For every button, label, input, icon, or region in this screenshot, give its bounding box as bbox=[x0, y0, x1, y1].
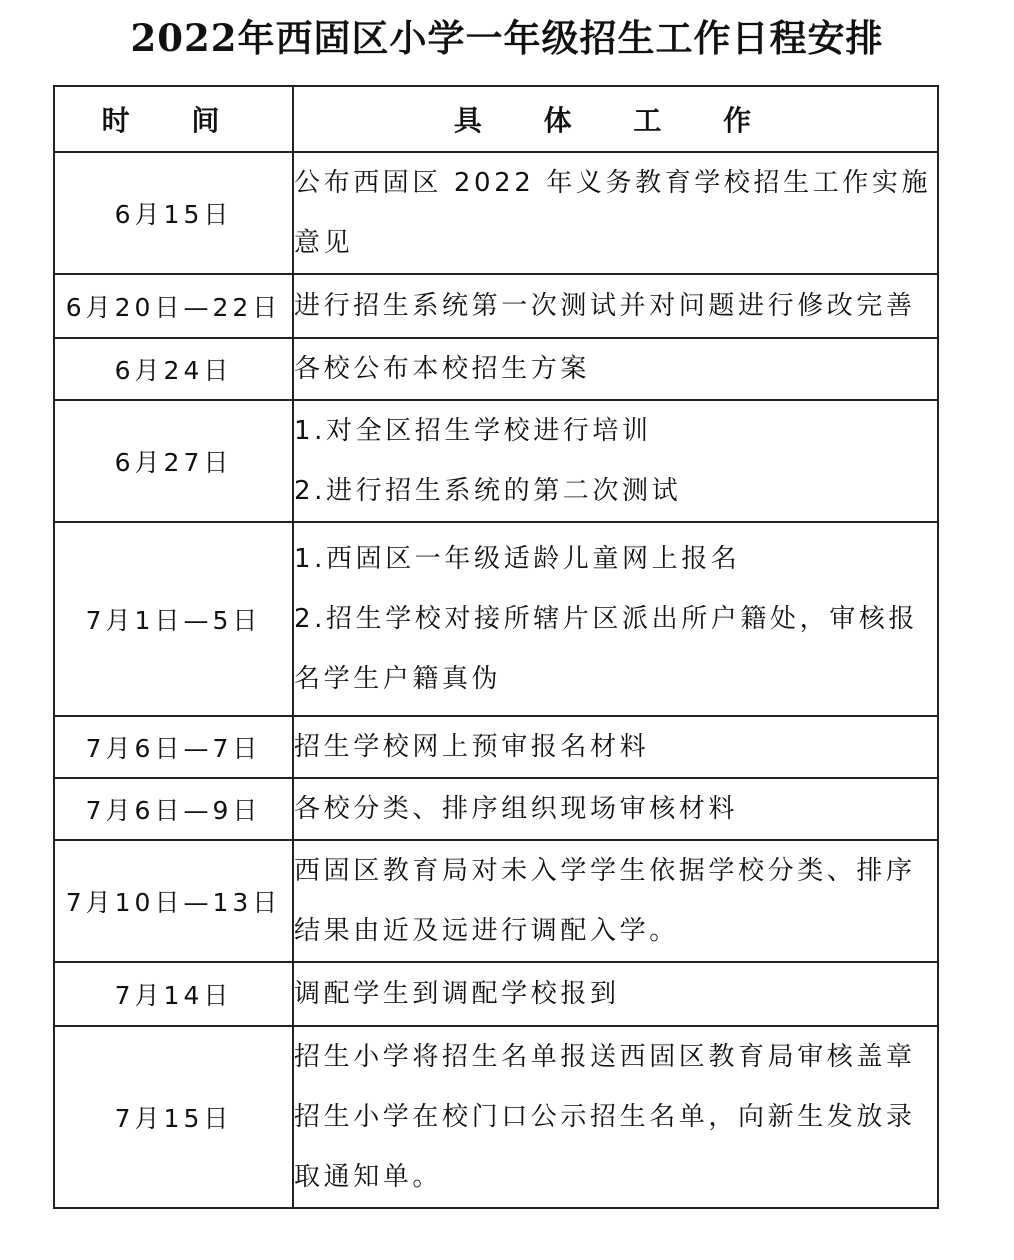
work-line: 招生小学将招生名单报送西固区教育局审核盖章 bbox=[294, 1042, 916, 1072]
work-line: 名学生户籍真伪 bbox=[294, 664, 502, 694]
work-cell bbox=[293, 840, 938, 962]
work-line: 结果由近及远进行调配入学。 bbox=[294, 916, 679, 946]
time-cell: 7月14日 bbox=[54, 962, 293, 1026]
header-work: 具 体 工 作 bbox=[293, 86, 938, 152]
work-cell bbox=[293, 962, 938, 1026]
time-cell: 7月15日 bbox=[54, 1026, 293, 1208]
time-cell: 7月1日—5日 bbox=[54, 522, 293, 716]
document-title: 2022年西固区小学一年级招生工作日程安排 bbox=[130, 16, 884, 60]
table-header-row bbox=[54, 86, 938, 152]
work-line: 2.进行招生系统的第二次测试 bbox=[294, 476, 682, 506]
work-line: 调配学生到调配学校报到 bbox=[294, 979, 620, 1009]
work-line: 2.招生学校对接所辖片区派出所户籍处，审核报 bbox=[294, 604, 919, 634]
table-row bbox=[54, 400, 938, 522]
work-line: 各校公布本校招生方案 bbox=[294, 354, 591, 384]
work-cell bbox=[293, 400, 938, 522]
table-row bbox=[54, 840, 938, 962]
time-cell: 6月27日 bbox=[54, 400, 293, 522]
table-row bbox=[54, 1026, 938, 1208]
work-cell bbox=[293, 338, 938, 400]
work-line: 公布西固区 2022 年义务教育学校招生工作实施 bbox=[294, 168, 932, 198]
work-line: 各校分类、排序组织现场审核材料 bbox=[294, 794, 739, 824]
table-row bbox=[54, 274, 938, 338]
time-cell: 6月20日—22日 bbox=[54, 274, 293, 338]
work-line: 进行招生系统第一次测试并对问题进行修改完善 bbox=[294, 291, 916, 321]
work-line: 1.对全区招生学校进行培训 bbox=[294, 416, 652, 446]
time-cell: 6月15日 bbox=[54, 152, 293, 274]
work-cell bbox=[293, 274, 938, 338]
table-row bbox=[54, 962, 938, 1026]
work-cell bbox=[293, 522, 938, 716]
work-line: 招生小学在校门口公示招生名单，向新生发放录 bbox=[294, 1102, 916, 1132]
work-cell bbox=[293, 778, 938, 840]
table-row bbox=[54, 338, 938, 400]
header-time: 时 间 bbox=[54, 86, 293, 152]
work-cell bbox=[293, 1026, 938, 1208]
time-cell: 7月10日—13日 bbox=[54, 840, 293, 962]
work-line: 西固区教育局对未入学学生依据学校分类、排序 bbox=[294, 856, 916, 886]
table-row bbox=[54, 778, 938, 840]
table-row bbox=[54, 716, 938, 778]
table-row bbox=[54, 152, 938, 274]
table-row bbox=[54, 522, 938, 716]
work-line: 招生学校网上预审报名材料 bbox=[294, 732, 650, 762]
work-line: 意见 bbox=[294, 228, 354, 258]
time-cell: 6月24日 bbox=[54, 338, 293, 400]
time-cell: 7月6日—9日 bbox=[54, 778, 293, 840]
work-cell bbox=[293, 716, 938, 778]
work-cell bbox=[293, 152, 938, 274]
work-line: 1.西固区一年级适龄儿童网上报名 bbox=[294, 544, 741, 574]
work-line: 取通知单。 bbox=[294, 1162, 443, 1192]
time-cell: 7月6日—7日 bbox=[54, 716, 293, 778]
schedule-table bbox=[53, 85, 939, 1209]
